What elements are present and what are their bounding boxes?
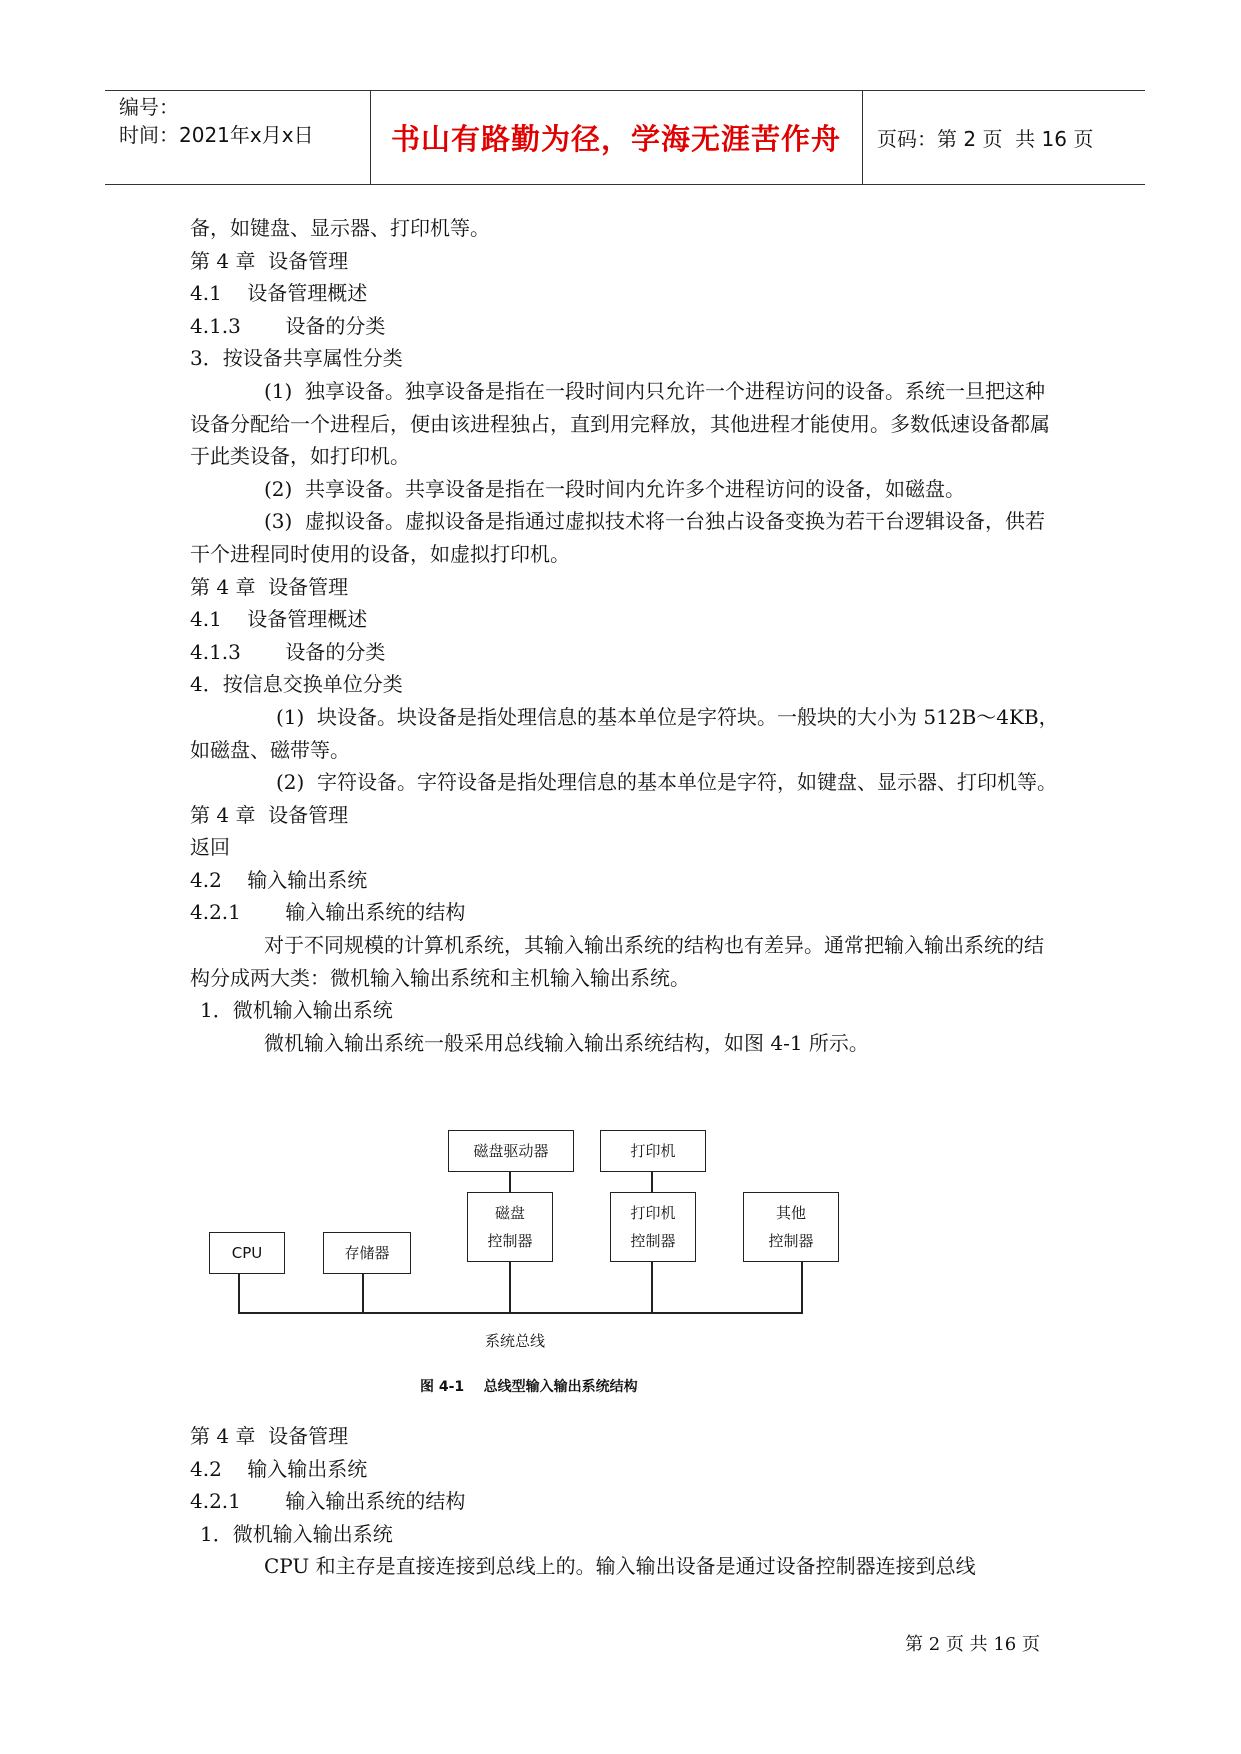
printer-box (600, 1130, 706, 1172)
bus-drop-line (509, 1262, 511, 1312)
bus-drop-line (238, 1274, 240, 1312)
paragraph: CPU 和主存是直接连接到总线上的。输入输出设备是通过设备控制器连接到总线 (264, 1554, 976, 1579)
disk-drive-label: 磁盘驱动器 (473, 1142, 549, 1160)
disk-drive-box (448, 1130, 574, 1172)
memory-label: 存储器 (344, 1244, 390, 1262)
doc-time-label: 时间：2021年x月x日 (119, 123, 314, 147)
connector-line (509, 1172, 511, 1192)
paragraph: (1) 块设备。块设备是指处理信息的基本单位是字符块。一般块的大小为 512B～4KB，如磁盘、磁带等。 (190, 704, 1059, 762)
memory-box (323, 1232, 411, 1274)
chapter-heading: 第 4 章 设备管理 (190, 248, 349, 273)
paragraph: (2) 字符设备。字符设备是指处理信息的基本单位是字符，如键盘、显示器、打印机等。 (276, 770, 1058, 795)
system-bus-line (238, 1312, 803, 1314)
system-bus-label: 系统总线 (485, 1332, 546, 1350)
list-heading: 3．按设备共享属性分类 (190, 346, 403, 371)
section-heading: 4.2 输入输出系统 (190, 1456, 368, 1481)
subsection-heading: 4.2.1 输入输出系统的结构 (190, 1489, 466, 1514)
header-motto: 书山有路勤为径，学海无涯苦作舟 (390, 122, 841, 156)
document-body-continued (190, 1420, 1060, 1583)
disk-controller-label-2: 控制器 (487, 1232, 533, 1250)
other-controller-box (743, 1192, 839, 1262)
list-heading: 1．微机输入输出系统 (200, 998, 393, 1023)
page-header (105, 90, 1145, 185)
doc-number-label: 编号： (119, 95, 179, 119)
printer-controller-label-2: 控制器 (630, 1232, 676, 1250)
paragraph: (1) 独享设备。独享设备是指在一段时间内只允许一个进程访问的设备。系统一旦把这种设备分配给一个进程后，便由该进程独占，直到用完释放，其他进程才能使用。多数低速设备都属于此类设备，如打印机。 (190, 378, 1050, 469)
header-page-code: 页码：第 2 页 共 16 页 (877, 127, 1094, 151)
section-heading: 4.1 设备管理概述 (190, 607, 368, 632)
paragraph: 微机输入输出系统一般采用总线输入输出系统结构，如图 4-1 所示。 (264, 1030, 869, 1055)
page-footer: 第 2 页 共 16 页 (905, 1634, 1040, 1655)
bus-structure-figure (200, 1120, 860, 1400)
bus-drop-line (362, 1274, 364, 1312)
printer-controller-label-1: 打印机 (630, 1204, 676, 1222)
connector-line (651, 1172, 653, 1192)
printer-controller-box (610, 1192, 696, 1262)
bus-drop-line (801, 1262, 803, 1312)
other-controller-label-2: 控制器 (768, 1232, 814, 1250)
chapter-heading: 第 4 章 设备管理 (190, 802, 349, 827)
printer-label: 打印机 (630, 1142, 676, 1160)
subsection-heading: 4.1.3 设备的分类 (190, 313, 386, 338)
cpu-box (209, 1232, 285, 1274)
chapter-heading: 第 4 章 设备管理 (190, 574, 349, 599)
return-link[interactable]: 返回 (190, 835, 230, 860)
paragraph: (3) 虚拟设备。虚拟设备是指通过虚拟技术将一台独占设备变换为若干台逻辑设备，供若干个进程同时使用的设备，如虚拟打印机。 (190, 509, 1046, 566)
section-heading: 4.1 设备管理概述 (190, 281, 368, 306)
subsection-heading: 4.2.1 输入输出系统的结构 (190, 900, 466, 925)
chapter-heading: 第 4 章 设备管理 (190, 1424, 349, 1448)
bus-drop-line (651, 1262, 653, 1312)
list-heading: 4．按信息交换单位分类 (190, 672, 403, 697)
figure-caption: 图 4-1 总线型输入输出系统结构 (420, 1379, 638, 1395)
section-heading: 4.2 输入输出系统 (190, 867, 368, 892)
paragraph: 备，如键盘、显示器、打印机等。 (190, 216, 490, 240)
cpu-label: CPU (231, 1244, 263, 1262)
document-body (190, 212, 1060, 1059)
paragraph: (2) 共享设备。共享设备是指在一段时间内允许多个进程访问的设备，如磁盘。 (264, 476, 966, 501)
disk-controller-box (467, 1192, 553, 1262)
other-controller-label-1: 其他 (775, 1204, 806, 1222)
header-divider (862, 91, 863, 184)
subsection-heading: 4.1.3 设备的分类 (190, 639, 386, 664)
disk-controller-label-1: 磁盘 (494, 1204, 525, 1222)
list-heading: 1．微机输入输出系统 (200, 1521, 393, 1546)
paragraph: 对于不同规模的计算机系统，其输入输出系统的结构也有差异。通常把输入输出系统的结构分成两大类：微机输入输出系统和主机输入输出系统。 (190, 933, 1044, 990)
header-left (119, 93, 314, 149)
